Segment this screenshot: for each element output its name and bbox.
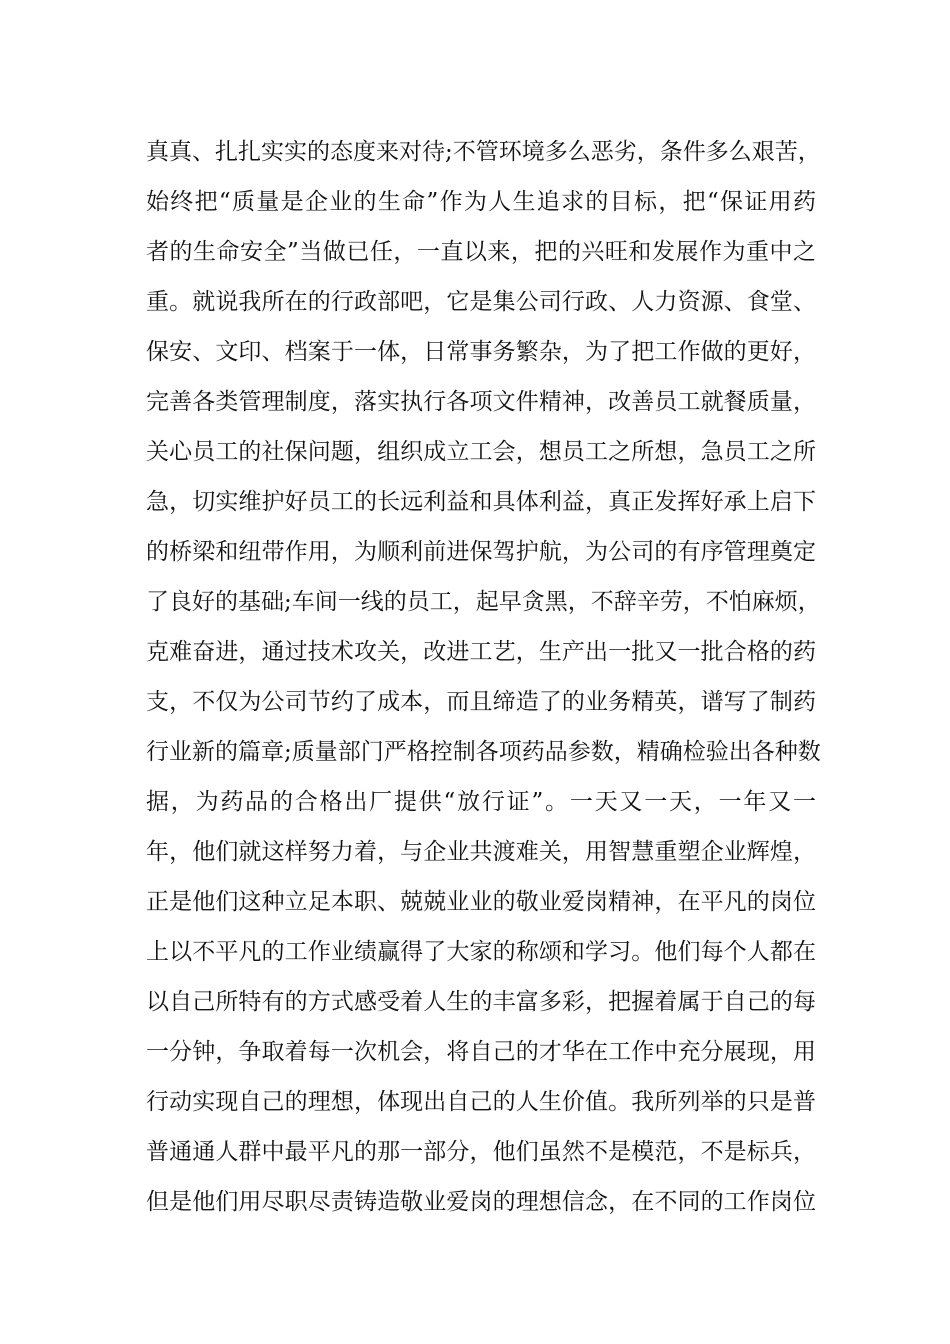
text-line: 重。就说我所在的行政部吧，它是集公司行政、人力资源、食堂、 bbox=[146, 289, 816, 315]
body-text bbox=[146, 127, 821, 1227]
text-line: 克难奋进，通过技术攻关，改进工艺，生产出一批又一批合格的药 bbox=[146, 639, 816, 665]
text-line: 急，切实维护好员工的长远利益和具体利益，真正发挥好承上启下 bbox=[146, 489, 816, 515]
text-line: 行业新的篇章;质量部门严格控制各项药品参数，精确检验出各种数 bbox=[146, 739, 821, 765]
text-line: 行动实现自己的理想，体现出自己的人生价值。我所列举的只是普 bbox=[146, 1089, 816, 1115]
text-line: 始终把“质量是企业的生命”作为人生追求的目标，把“保证用药 bbox=[146, 189, 816, 215]
text-line: 据，为药品的合格出厂提供“放行证”。一天又一天，一年又一 bbox=[146, 789, 816, 815]
text-line: 完善各类管理制度，落实执行各项文件精神，改善员工就餐质量， bbox=[146, 389, 816, 415]
text-line: 但是他们用尽职尽责铸造敬业爱岗的理想信念，在不同的工作岗位 bbox=[146, 1189, 816, 1215]
text-line: 年，他们就这样努力着，与企业共渡难关，用智慧重塑企业辉煌， bbox=[146, 839, 816, 865]
text-line: 者的生命安全”当做已任，一直以来，把的兴旺和发展作为重中之 bbox=[146, 239, 816, 265]
text-line: 普通通人群中最平凡的那一部分，他们虽然不是模范，不是标兵， bbox=[146, 1139, 816, 1165]
text-line: 保安、文印、档案于一体，日常事务繁杂，为了把工作做的更好， bbox=[146, 339, 816, 365]
text-line: 以自己所特有的方式感受着人生的丰富多彩，把握着属于自己的每 bbox=[146, 989, 816, 1015]
text-line: 上以不平凡的工作业绩赢得了大家的称颂和学习。他们每个人都在 bbox=[146, 939, 816, 965]
text-line: 关心员工的社保问题，组织成立工会，想员工之所想，急员工之所 bbox=[146, 439, 816, 465]
text-line: 的桥梁和纽带作用，为顺利前进保驾护航，为公司的有序管理奠定 bbox=[146, 539, 816, 565]
text-line: 正是他们这种立足本职、兢兢业业的敬业爱岗精神，在平凡的岗位 bbox=[146, 889, 816, 915]
text-line: 支，不仅为公司节约了成本，而且缔造了的业务精英，谱写了制药 bbox=[146, 689, 816, 715]
text-line: 了良好的基础;车间一线的员工，起早贪黑，不辞辛劳，不怕麻烦， bbox=[146, 589, 821, 615]
text-line: 真真、扎扎实实的态度来对待;不管环境多么恶劣，条件多么艰苦， bbox=[146, 139, 821, 165]
text-line: 一分钟，争取着每一次机会，将自己的才华在工作中充分展现，用 bbox=[146, 1039, 816, 1065]
